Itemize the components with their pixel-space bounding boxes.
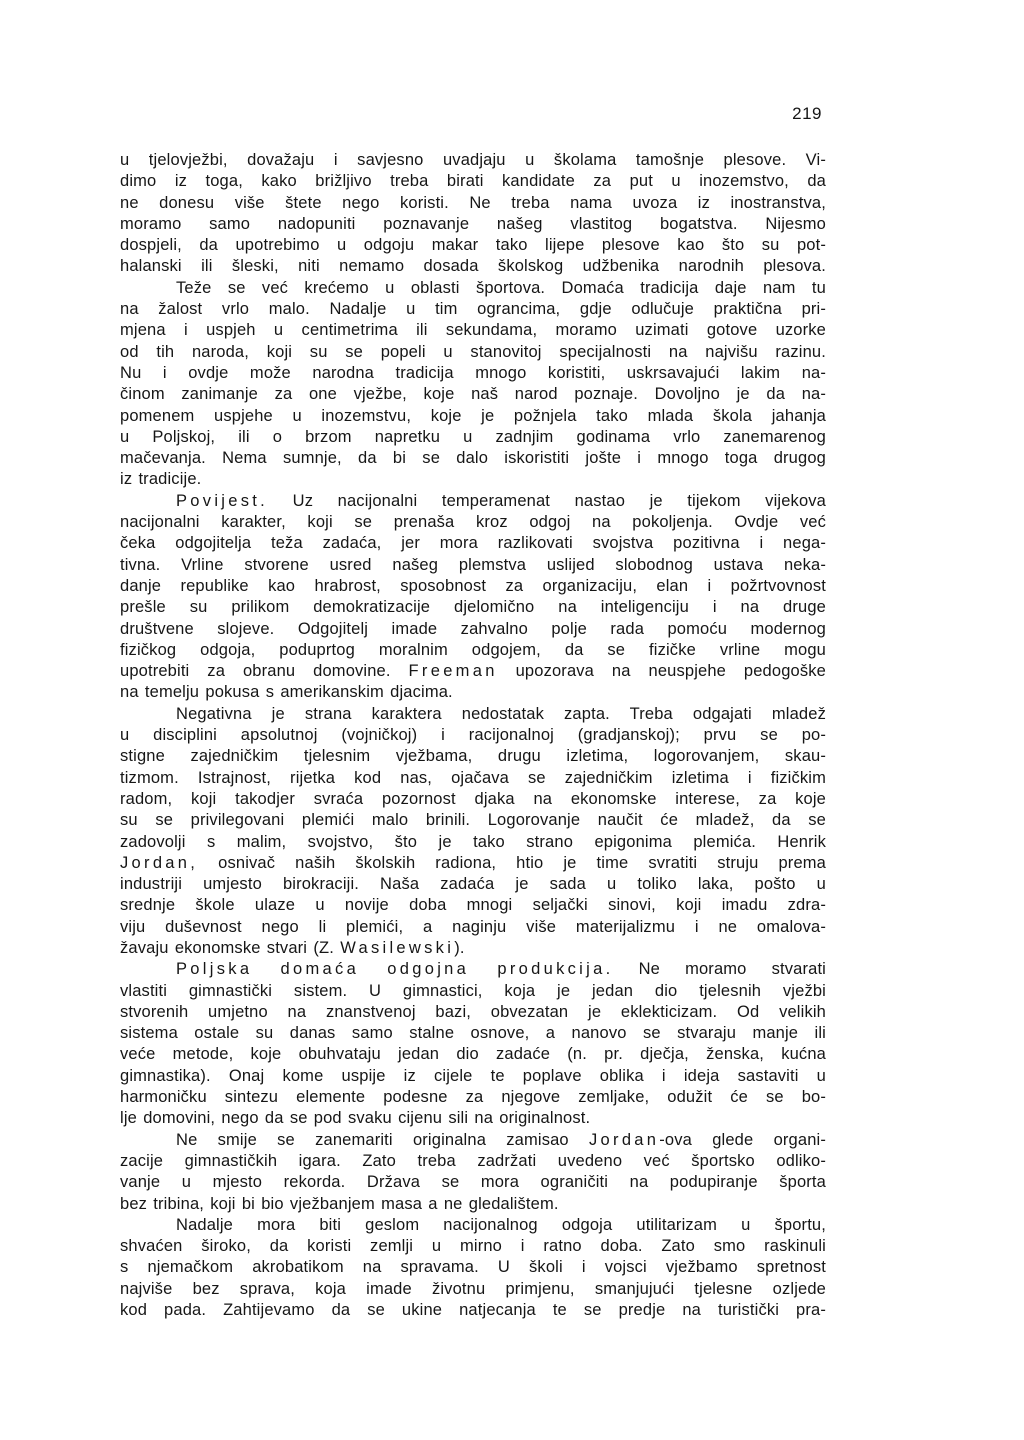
text-line: tivna. Vrline stvorene usred našeg plemstva uslijed slobodnog ustava neka- [120,555,826,574]
text-line: prešle su prilikom demokratizacije djelomično na inteligenciju i na druge [120,598,826,617]
text-line: ne donesu više štete nego koristi. Ne treba nama uvoza iz inostranstva, [120,193,826,212]
text-line: Teže se već krećemo u oblasti športova. Domaća tradicija daje nam tu [176,278,826,297]
line-text: Uz nacijonalni temperamenat nastao je tijekom vijekova [268,491,826,510]
text-line: društvene slojeve. Odgojitelj imade zahvalno polje rada pomoću modernog [120,619,826,638]
text-line [120,853,826,874]
text-line: bez tribina, koji bi bio vježbanjem masa a ne gledalištem. [120,1194,559,1213]
text-line: mačevanja. Nema sumnje, da bi se dalo iskoristiti jošte i mnogo toga drugog [120,449,826,468]
text-line: su se privilegovani plemići malo brinili. Logorovanje naučit će mladež, da se [120,811,826,830]
line-text: osnivač naših školskih radiona, htio je time svratiti struju prema [198,853,826,872]
text-line: tizmom. Istrajnost, rijetka kod nas, ojačava se zajedničkim izletima i fizičkim [120,768,826,787]
text-line: shvaćen široko, da koristi zemlji u mirno i ratno doba. Zato smo raskinuli [120,1237,826,1256]
line-text: Ne moramo stvarati [613,960,826,979]
line-text: Ne smije se zanemariti originalna zamisao [176,1130,589,1149]
text-line: nacijonalni karakter, koji se prenaša kroz odgoj na pokoljenja. Ovdje već [120,513,826,532]
text-line: na žalost vrlo malo. Nadalje u tim ograncima, gdje odlučuje praktična pri- [120,300,826,319]
line-text: ). [454,938,465,957]
text-line: Negativna je strana karaktera nedostatak zapta. Treba odgajati mladež [176,704,826,723]
text-line: u Poljskoj, ili o brzom napretku u zadnjim godinama vrlo zanemarenog [120,427,826,446]
text-line: čeka odgojitelja teža zadaća, jer mora razlikovati svojstva pozitivna i nega- [120,534,826,553]
spaced-emphasis: Freeman [408,662,498,681]
text-line: danje republike kao hrabrost, sposobnost za organizaciju, elan i požrtvovnost [120,576,826,595]
text-line: gimnastika). Onaj kome uspije iz cijele te poplave oblika i ideja sastaviti u [120,1066,826,1085]
text-line: zadovolji s malim, svojstvo, što je tako strano epigonima plemića. Henrik [120,832,826,851]
text-line: vlastiti gimnastički sistem. U gimnastici, koja je jedan dio tjelesnih vježbi [120,981,826,1000]
text-line [120,661,826,682]
line-text: upotrebiti za obranu domovine. [120,662,409,681]
text-line: stvorenih umjetno na znanstvenoj bazi, obvezatan je eklekticizam. Od velikih [120,1002,826,1021]
text-line: mjena i uspjeh u centimetrima ili sekundama, moramo uzimati gotove uzorke [120,321,826,340]
text-line: viju duševnost nego li plemići, a naginju više materijalizmu i ne omalova- [120,917,826,936]
page-number: 219 [792,104,822,123]
spaced-emphasis: Wasilewski [340,938,455,957]
text-line [120,1130,826,1151]
text-line: od tih naroda, koji su se popeli u stanovitoj specijalnosti na najvišu razinu. [120,342,826,361]
text-line: vanje u mjesto rekorda. Država se mora ograničiti na podupiranje športa [120,1173,826,1192]
text-line: srednje škole ulaze u novije doba mnogi seljački sinovi, koji imadu zdra- [120,896,826,915]
text-line: Nadalje mora biti geslom nacijonalnog odgoja utilitarizam u športu, [176,1215,826,1234]
text-line [120,959,826,980]
spaced-emphasis: Jordan [589,1130,660,1149]
text-line: fizičkog odgoja, poduprtog moralnim odgojem, da se fizičke vrline mogu [120,640,826,659]
text-line: kod pada. Zahtijevamo da se ukine natjecanja te se predje na turistički pra- [120,1301,826,1320]
spaced-emphasis: Povijest. [176,491,269,510]
text-line [120,491,826,512]
text-line: dospjeli, da upotrebimo u odgoju makar tako lijepe plesove kao što su pot- [120,236,826,255]
text-line: zacije gimnastičkih igara. Zato treba zadržati uvedeno već športsko odliko- [120,1151,826,1170]
text-line: harmoničku sintezu elemente podesne za njegove zemljake, odužit će se bo- [120,1088,826,1107]
text-line: dimo iz toga, kako brižljivo treba birati kandidate za put u inozemstvo, da [120,172,826,191]
text-line: industriji umjesto birokraciji. Naša zadaća je sada u toliko laka, pošto u [120,875,826,894]
text-line: moramo samo nadopuniti poznavanje našeg vlastitog bogatstva. Nijesmo [120,214,826,233]
text-line: u tjelovježbi, dovažaju i savjesno uvadjaju u školama tamošnje plesove. Vi- [120,151,826,169]
text-line: Nu i ovdje može narodna tradicija mnogo koristiti, uskrsavajući lakim na- [120,363,826,382]
text-line: na temelju pokusa s amerikanskim djacima. [120,683,453,702]
text-line: u disciplini apsolutnoj (vojničkoj) i racijonalnoj (gradjanskoj); prvu se po- [120,726,826,745]
text-line: činom zanimanje za one vježbe, koje naš narod poznaje. Dovoljno je da na- [120,385,826,404]
body-text [120,150,826,1321]
line-text: upozorava na neuspjehe pedogoške [497,662,826,681]
text-line: sistema ostale su danas samo stalne osnove, a nanovo se stvaraju manje ili [120,1024,826,1043]
text-line: pomenem uspjehe u inozemstvu, koje je požnjela tako mlada škola jahanja [120,406,826,425]
text-line: veće metode, koje obuhvataju jedan dio zadaće (n. pr. dječja, ženska, kućna [120,1045,826,1064]
text-line: stigne zajedničkim tjelesnim vježbama, drugu izletima, logorovanjem, skau- [120,747,826,766]
text-line: lje domovini, nego da se pod svaku cijenu sili na originalnost. [120,1109,591,1128]
spaced-emphasis: Poljska domaća odgojna produkcija. [176,960,614,979]
text-line: s njemačkom akrobatikom na spravama. U školi i vojsci vježbamo spretnost [120,1258,826,1277]
text-line [120,938,826,959]
text-line: iz tradicije. [120,470,202,489]
text-line: halanski ili šleski, niti nemamo dosada školskog udžbenika narodnih plesova. [120,257,826,276]
line-text: žavaju ekonomske stvari (Z. [120,938,341,957]
spaced-emphasis: Jordan, [120,853,199,872]
text-line: najviše bez sprava, koja imade životnu primjenu, smanjujući tjelesne ozljede [120,1279,826,1298]
text-line: radom, koji takodjer svraća pozornost djaka na ekonomske interese, za koje [120,789,826,808]
line-text: -ova glede organi- [659,1130,826,1149]
